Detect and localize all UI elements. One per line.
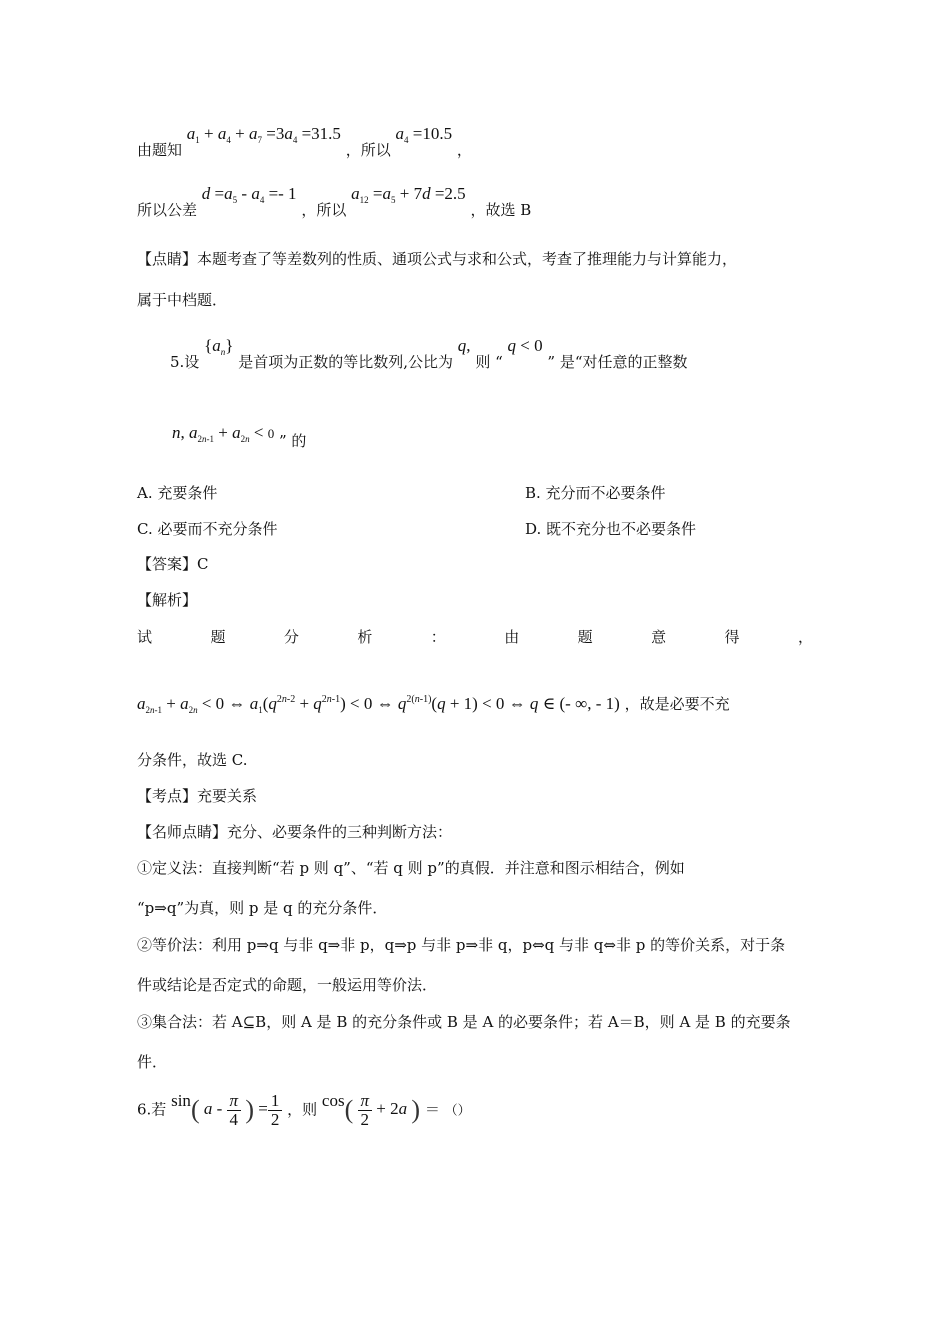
method-2-line-2: 件或结论是否定式的命题，一般运用等价法． bbox=[137, 976, 438, 994]
analysis-heading: 【解析】 bbox=[137, 591, 198, 609]
text: 5.设 bbox=[170, 353, 200, 371]
option-a: A. 充要条件 bbox=[137, 484, 218, 502]
analysis-line-1 bbox=[137, 626, 813, 647]
text: ” 的 bbox=[278, 432, 307, 450]
text: 由题知 bbox=[137, 141, 183, 159]
option-c: C. 必要而不充分条件 bbox=[137, 520, 278, 538]
char: 分 bbox=[283, 628, 299, 646]
text: 6.若 bbox=[137, 1100, 167, 1119]
char: 题 bbox=[210, 628, 226, 646]
method-2-line-1: ②等价法：利用 p⇒q 与非 q⇒非 p，q⇒p 与非 p⇒非 q，p⇔q 与非 q⇔非 p 的等价关系，对于条 bbox=[137, 936, 786, 954]
formula-q: q, bbox=[457, 336, 471, 355]
question-6: 6.若 sin( a - $\frac{\pi}{4}$ ) = $\frac{1}{2}$ ，则 cos( $\frac{\pi}{2}$ + 2a ) ＝ （） bbox=[137, 1091, 471, 1129]
text: ，所以 bbox=[345, 141, 391, 159]
mingshi-heading: 【名师点睛】充分、必要条件的三种判断方法： bbox=[137, 823, 453, 841]
text: ＝ bbox=[424, 1100, 440, 1119]
text: ，则 bbox=[287, 1100, 318, 1119]
text: ” 是“对任意的正整数 bbox=[547, 353, 688, 371]
formula-a12: $a_{12} =a_5 + 7d =2.5$ bbox=[351, 184, 466, 205]
formula-sum: $a_1 + a_4 + a_7 =3a_4 =31.5$ bbox=[186, 124, 341, 145]
text: 则 “ bbox=[475, 353, 503, 371]
question-5-line-2 bbox=[172, 423, 306, 449]
char: 得 bbox=[724, 628, 740, 646]
comment-line-2: 属于中档题． bbox=[137, 291, 228, 309]
question-5-line-1 bbox=[170, 336, 688, 371]
solution-line-1 bbox=[137, 124, 472, 159]
text: 是首项为正数的等比数列,公比为 bbox=[238, 353, 453, 371]
char: 意 bbox=[651, 628, 667, 646]
method-3-line-1: ③集合法：若 A⊆B，则 A 是 B 的充分条件或 B 是 A 的必要条件；若 A＝B，则 A 是 B 的充要条 bbox=[137, 1013, 791, 1031]
solution-line-2 bbox=[137, 184, 532, 219]
method-1-line-1: ①定义法：直接判断“若 p 则 q”、“若 q 则 p”的真假．并注意和图示相结合，例如 bbox=[137, 859, 685, 877]
comment-line-1: 【点睛】本题考查了等差数列的性质、通项公式与求和公式，考查了推理能力与计算能力， bbox=[137, 250, 738, 268]
method-1-line-2: “p⇒q”为真，则 p 是 q 的充分条件． bbox=[137, 899, 388, 917]
formula-seq: $\{a_n\}$ bbox=[204, 336, 234, 357]
text: ，故选 B bbox=[470, 201, 532, 219]
char: 试 bbox=[137, 628, 153, 646]
text: ，所以 bbox=[301, 201, 347, 219]
analysis-equation-line bbox=[137, 690, 730, 720]
method-3-line-2: 件． bbox=[137, 1053, 168, 1071]
option-d: D. 既不充分也不必要条件 bbox=[525, 520, 697, 538]
formula-sin: sin bbox=[171, 1091, 191, 1111]
formula-equivalence-chain: $a_{2n-1} + a_{2n} < 0$ ⇔ $a_1(q^{2n-2} + q^{2n-1}) < 0$ ⇔ $q^{2(n-1)}(q + 1) < 0$ ⇔ q ∈ (- ∞, - 1) bbox=[137, 694, 620, 715]
formula-cos: cos bbox=[321, 1091, 345, 1111]
char: ： bbox=[430, 628, 446, 646]
text: （） bbox=[444, 1103, 471, 1119]
text: 所以公差 bbox=[137, 201, 198, 219]
option-b: B. 充分而不必要条件 bbox=[525, 484, 666, 502]
formula-q-neg: q < 0 bbox=[507, 336, 543, 355]
formula-d: $d =a_5 - a_4 =- 1$ bbox=[201, 184, 297, 205]
analysis-line-3: 分条件，故选 C. bbox=[137, 751, 248, 769]
answer: 【答案】C bbox=[137, 555, 209, 573]
text: ，故是必要不充 bbox=[624, 695, 730, 713]
char: 析 bbox=[357, 628, 373, 646]
char: ， bbox=[797, 628, 813, 646]
char: 由 bbox=[504, 628, 520, 646]
char: 题 bbox=[577, 628, 593, 646]
kaodian: 【考点】充要关系 bbox=[137, 787, 258, 805]
formula-a4: $a_4 =10.5$ bbox=[395, 124, 453, 145]
formula-condition: n, $a_{2n-1} + a_{2n} < 0$ bbox=[172, 423, 275, 444]
text: ， bbox=[456, 141, 472, 159]
